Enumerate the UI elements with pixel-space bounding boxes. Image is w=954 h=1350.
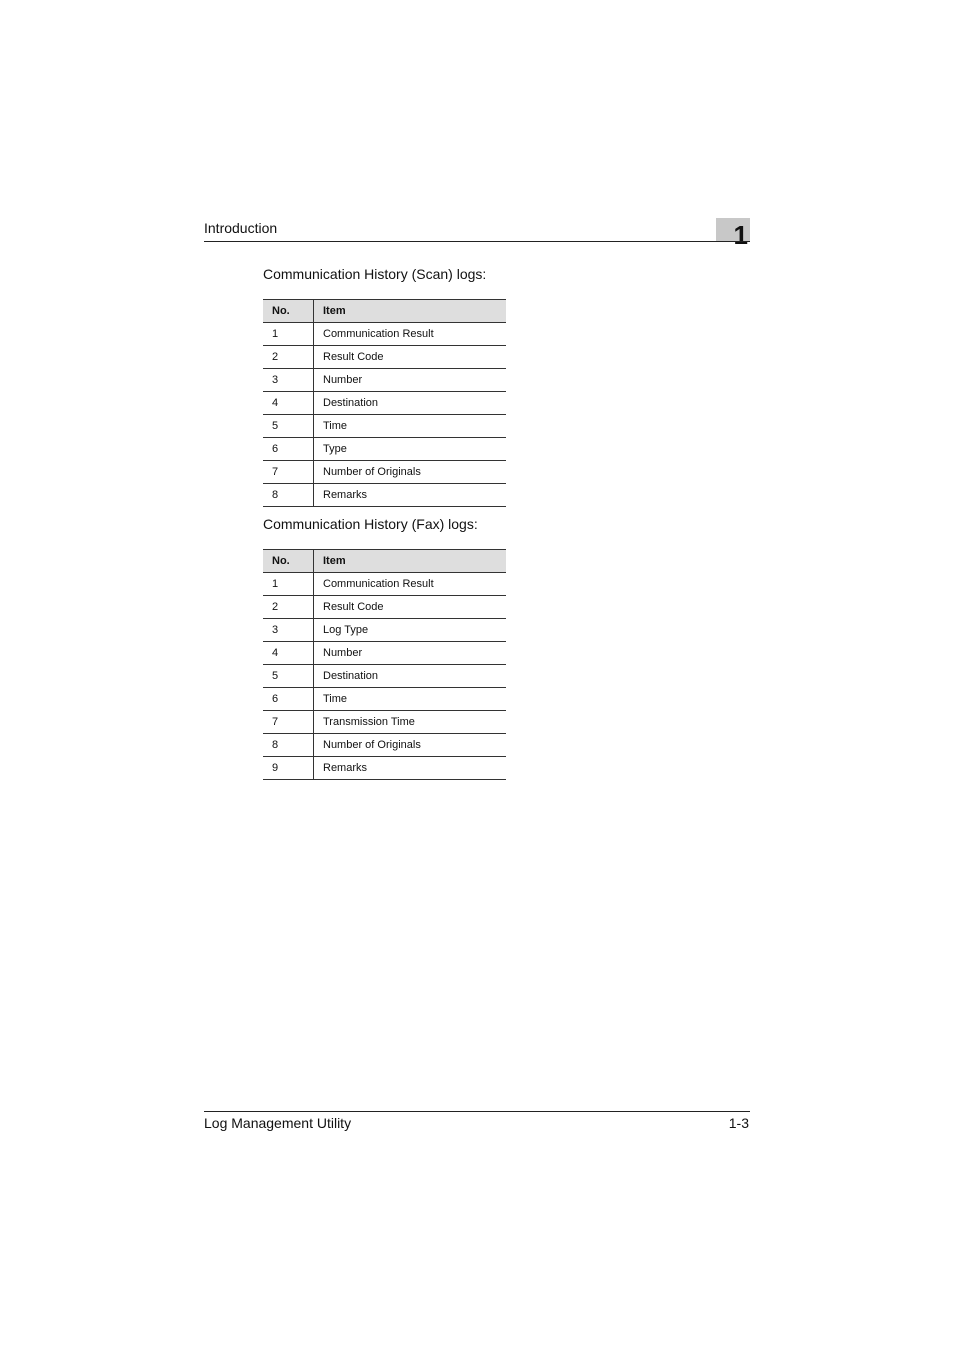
- row-number: 7: [263, 461, 314, 484]
- table-row: [263, 323, 506, 346]
- row-item: Number: [314, 369, 507, 392]
- chapter-number: 1: [733, 220, 748, 250]
- row-item: Result Code: [314, 596, 507, 619]
- row-number: 7: [263, 711, 314, 734]
- column-header-no: No.: [263, 300, 314, 323]
- row-item: Transmission Time: [314, 711, 507, 734]
- table-row: [263, 711, 506, 734]
- row-item: Number of Originals: [314, 461, 507, 484]
- fax-logs-heading: Communication History (Fax) logs:: [263, 516, 478, 532]
- header-title: Introduction: [204, 220, 278, 236]
- table-row: [263, 757, 506, 780]
- scan-logs-table: [263, 299, 506, 507]
- table-row: [263, 346, 506, 369]
- row-number: 2: [263, 346, 314, 369]
- row-number: 3: [263, 619, 314, 642]
- table-row: [263, 734, 506, 757]
- row-number: 4: [263, 392, 314, 415]
- column-header-no: No.: [263, 550, 314, 573]
- row-number: 6: [263, 688, 314, 711]
- row-item: Number of Originals: [314, 734, 507, 757]
- row-number: 5: [263, 665, 314, 688]
- row-number: 1: [263, 323, 314, 346]
- row-item: Communication Result: [314, 323, 507, 346]
- row-item: Destination: [314, 665, 507, 688]
- row-item: Communication Result: [314, 573, 507, 596]
- chapter-badge: [716, 218, 750, 250]
- table-row: [263, 438, 506, 461]
- row-item: Remarks: [314, 757, 507, 780]
- row-item: Destination: [314, 392, 507, 415]
- row-item: Type: [314, 438, 507, 461]
- scan-logs-heading: Communication History (Scan) logs:: [263, 266, 487, 282]
- table-header-row: [263, 550, 506, 573]
- row-number: 9: [263, 757, 314, 780]
- row-number: 1: [263, 573, 314, 596]
- row-item: Number: [314, 642, 507, 665]
- table-row: [263, 596, 506, 619]
- footer-divider: [204, 1111, 750, 1112]
- row-number: 8: [263, 734, 314, 757]
- row-number: 8: [263, 484, 314, 507]
- column-header-item: Item: [314, 550, 507, 573]
- table-row: [263, 619, 506, 642]
- header-divider: [204, 241, 750, 242]
- table-row: [263, 461, 506, 484]
- column-header-item: Item: [314, 300, 507, 323]
- row-item: Remarks: [314, 484, 507, 507]
- table-row: [263, 392, 506, 415]
- row-number: 6: [263, 438, 314, 461]
- row-item: Time: [314, 415, 507, 438]
- row-number: 3: [263, 369, 314, 392]
- page-number: 1-3: [728, 1115, 749, 1131]
- table-row: [263, 415, 506, 438]
- table-row: [263, 688, 506, 711]
- footer-title: Log Management Utility: [204, 1115, 352, 1131]
- table-row: [263, 369, 506, 392]
- fax-logs-table: [263, 549, 506, 780]
- table-row: [263, 573, 506, 596]
- table-row: [263, 484, 506, 507]
- row-number: 4: [263, 642, 314, 665]
- row-number: 2: [263, 596, 314, 619]
- row-item: Log Type: [314, 619, 507, 642]
- table-header-row: [263, 300, 506, 323]
- table-row: [263, 665, 506, 688]
- table-row: [263, 642, 506, 665]
- row-number: 5: [263, 415, 314, 438]
- row-item: Time: [314, 688, 507, 711]
- row-item: Result Code: [314, 346, 507, 369]
